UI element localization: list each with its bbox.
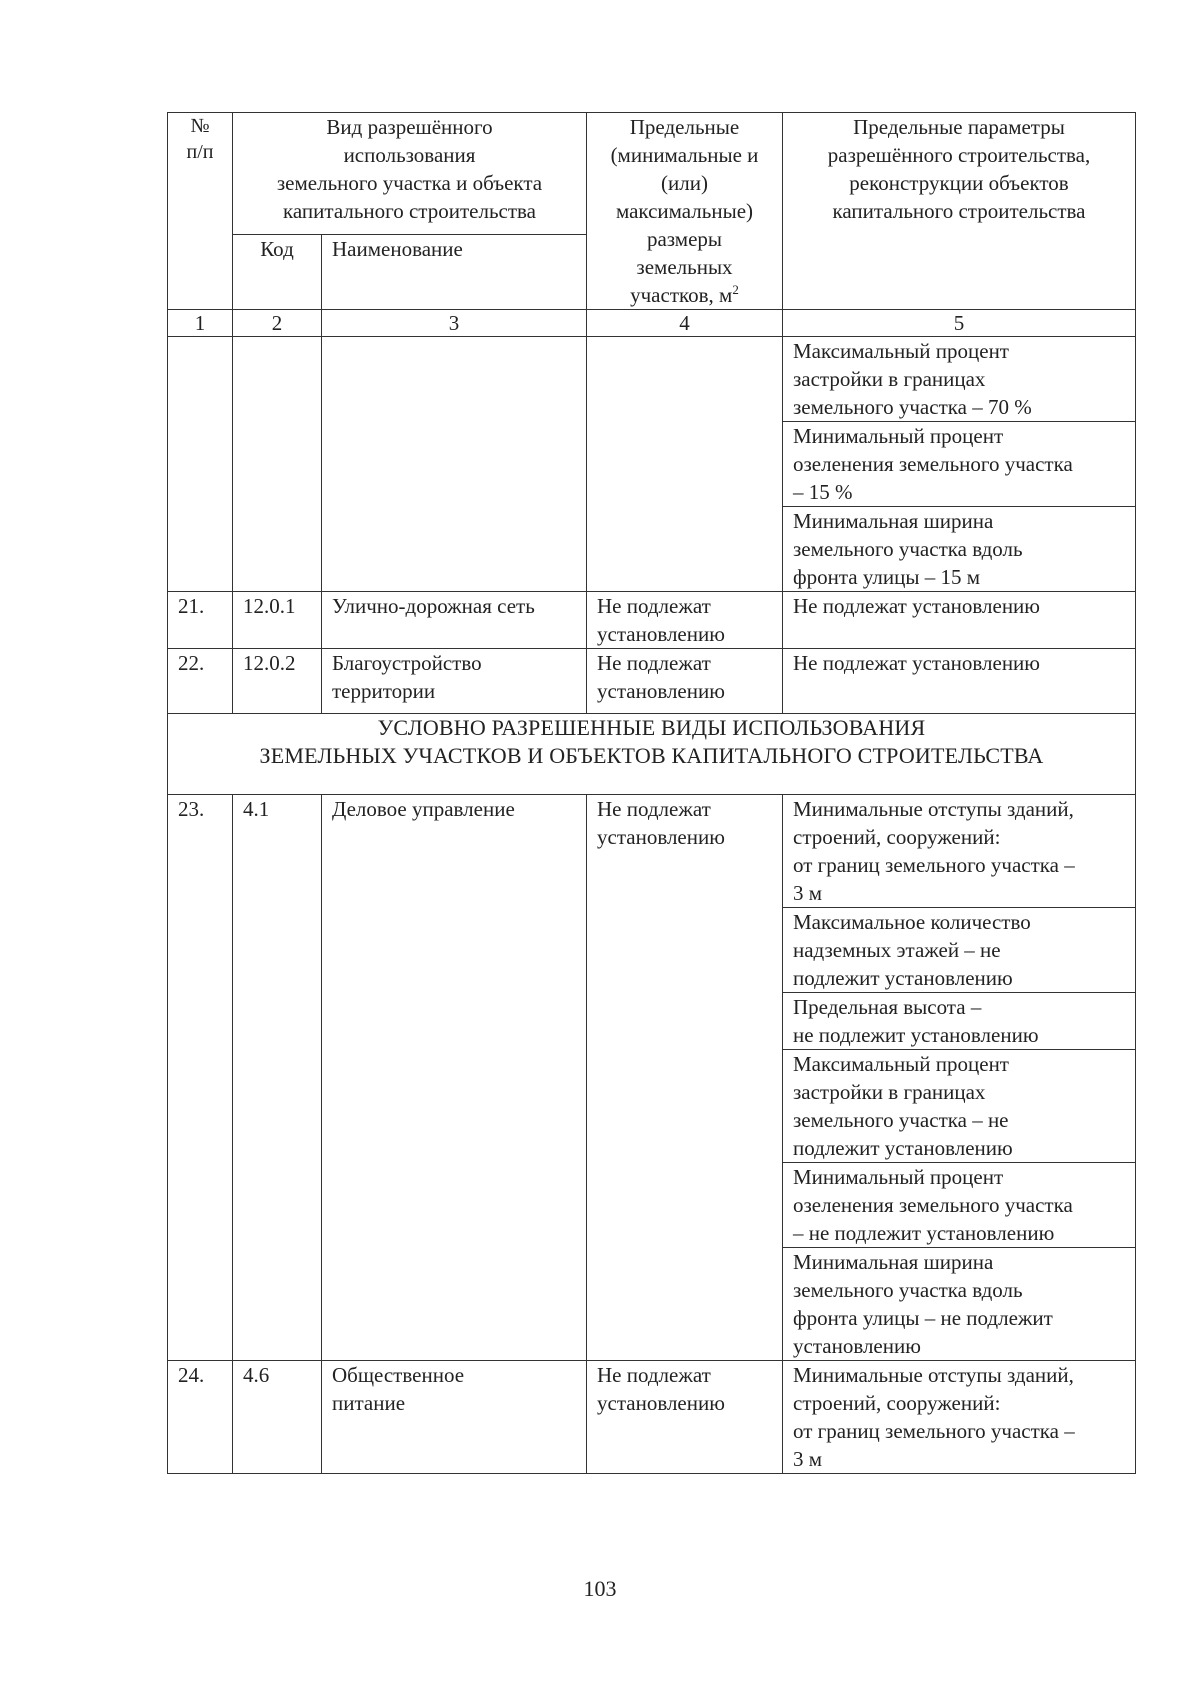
table-row [168,795,1136,908]
row-size: Не подлежат установлению [587,1361,783,1474]
header-row [168,113,1136,235]
row-code: 4.6 [233,1361,322,1474]
table-row [168,592,1136,649]
table-row [168,1361,1136,1474]
parameter-cell: Не подлежат установлению [783,649,1136,714]
row-name: Улично-дорожная сеть [322,592,587,649]
zoning-table [167,112,1136,1474]
header-name: Наименование [322,235,587,310]
page-number: 103 [583,1576,617,1601]
section-heading-row [168,714,1136,795]
header-land-sizes-text: Предельные (минимальные и (или) максимальные) размеры земельных участков, м [610,115,759,307]
parameter-cell: Максимальное количество надземных этажей – не подлежит установлению [783,908,1136,993]
cell-empty [168,337,233,592]
row-code: 12.0.1 [233,592,322,649]
row-number: 24. [168,1361,233,1474]
row-name: Общественное питание [322,1361,587,1474]
column-number: 5 [783,310,1136,337]
parameter-cell: Минимальный процент озеленения земельного участка – 15 % [783,422,1136,507]
header-land-sizes [587,113,783,310]
header-land-sizes-sup: 2 [732,282,739,297]
row-number: 22. [168,649,233,714]
parameter-cell: Максимальный процент застройки в границах земельного участка – не подлежит установлению [783,1050,1136,1163]
parameter-cell: Не подлежат установлению [783,592,1136,649]
row-size: Не подлежат установлению [587,795,783,1361]
row-size: Не подлежат установлению [587,592,783,649]
column-number: 2 [233,310,322,337]
cell-empty [322,337,587,592]
parameter-cell: Минимальная ширина земельного участка вдоль фронта улицы – не подлежит установлению [783,1248,1136,1361]
header-parameters: Предельные параметры разрешённого строительства, реконструкции объектов капитального строительства [783,113,1136,310]
row-code: 4.1 [233,795,322,1361]
parameter-cell: Минимальные отступы зданий, строений, сооружений: от границ земельного участка – 3 м [783,795,1136,908]
column-number: 3 [322,310,587,337]
header-code: Код [233,235,322,310]
row-size: Не подлежат установлению [587,649,783,714]
header-number: № п/п [168,113,233,310]
header-use-type: Вид разрешённого использования земельного участка и объекта капитального строительства [233,113,587,235]
parameter-cell: Предельная высота – не подлежит установлению [783,993,1136,1050]
column-numbers-row [168,310,1136,337]
row-number: 21. [168,592,233,649]
row-number: 23. [168,795,233,1361]
cell-empty [587,337,783,592]
column-number: 1 [168,310,233,337]
table-row-continued [168,337,1136,422]
column-number: 4 [587,310,783,337]
parameter-cell: Минимальный процент озеленения земельного участка – не подлежит установлению [783,1163,1136,1248]
table-row [168,649,1136,714]
parameter-cell: Минимальная ширина земельного участка вдоль фронта улицы – 15 м [783,507,1136,592]
row-name: Благоустройство территории [322,649,587,714]
row-code: 12.0.2 [233,649,322,714]
parameter-cell: Минимальные отступы зданий, строений, сооружений: от границ земельного участка – 3 м [783,1361,1136,1474]
cell-empty [233,337,322,592]
section-title: УСЛОВНО РАЗРЕШЕННЫЕ ВИДЫ ИСПОЛЬЗОВАНИЯ ЗЕМЕЛЬНЫХ УЧАСТКОВ И ОБЪЕКТОВ КАПИТАЛЬНОГО СТРОИТЕЛЬСТВА [168,714,1136,795]
row-name: Деловое управление [322,795,587,1361]
parameter-cell: Максимальный процент застройки в границах земельного участка – 70 % [783,337,1136,422]
